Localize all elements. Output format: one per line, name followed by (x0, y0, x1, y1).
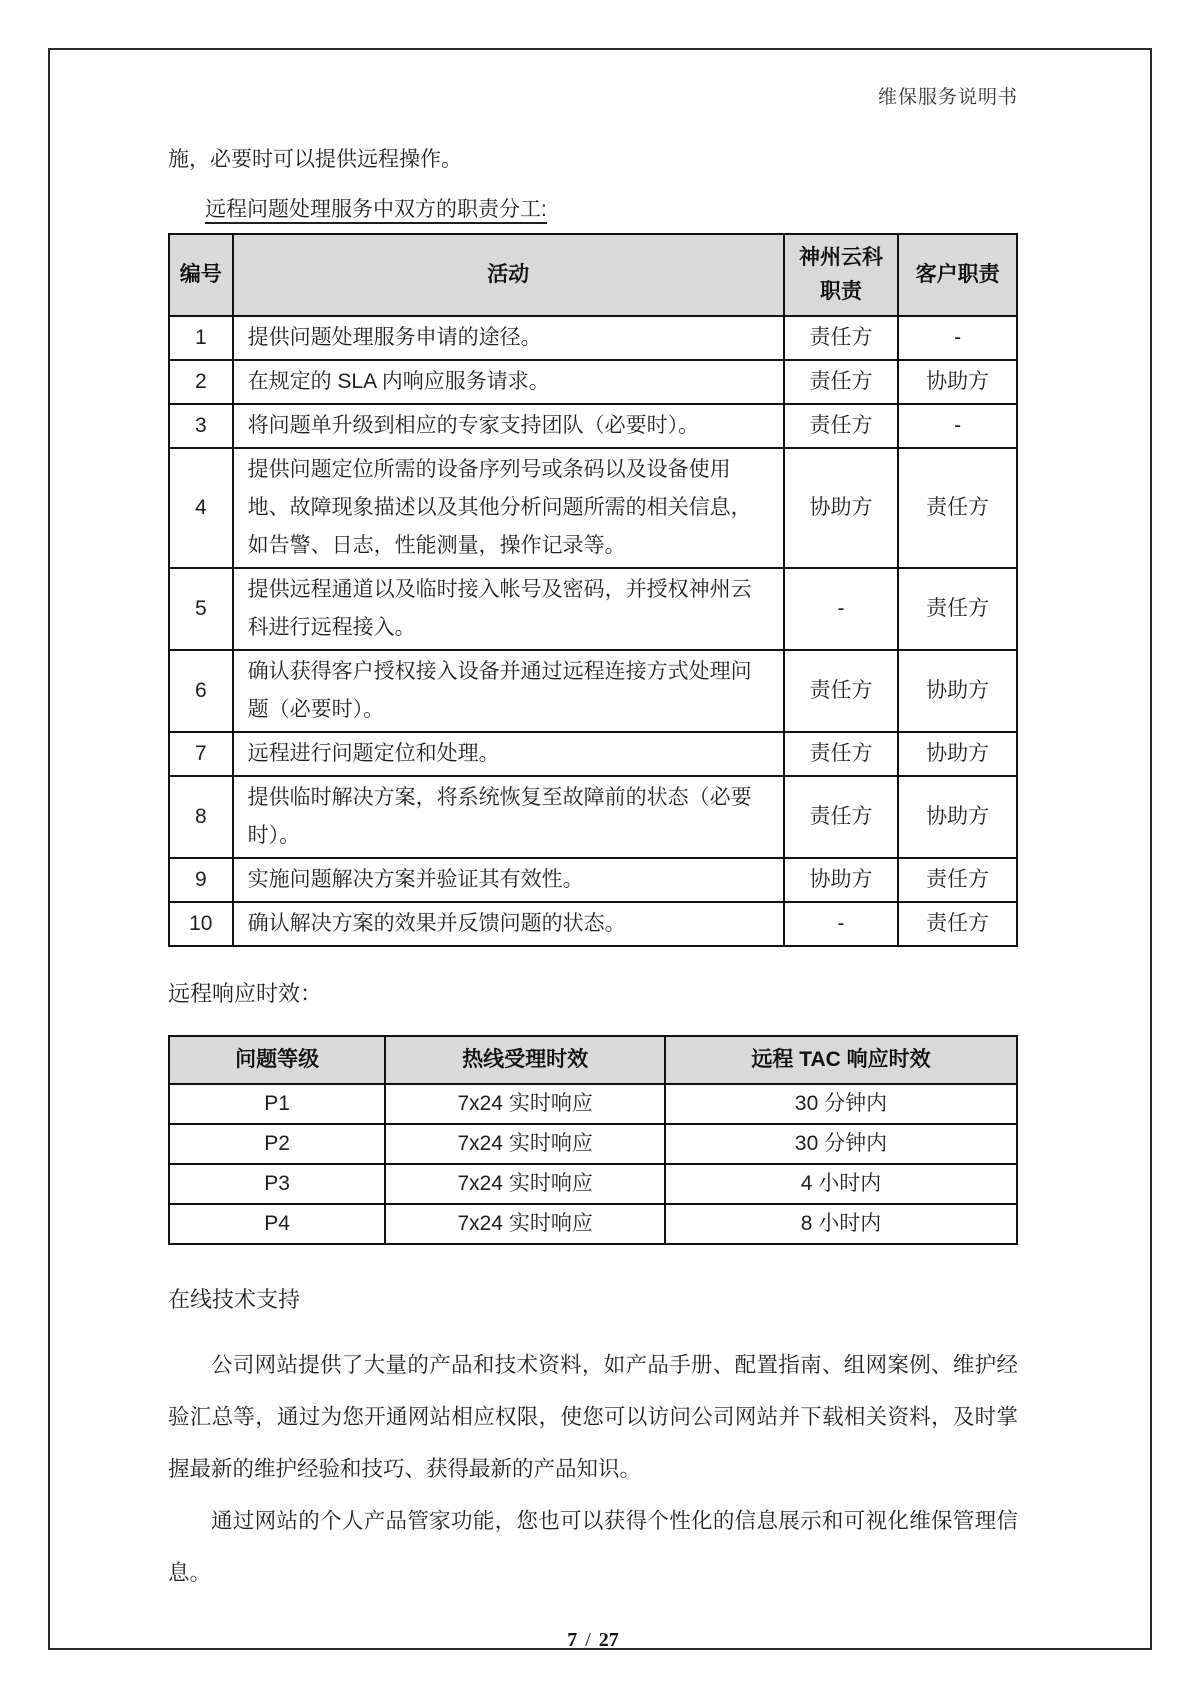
cell-activity: 将问题单升级到相应的专家支持团队（必要时）。 (233, 404, 784, 448)
col-header-customer: 客户职责 (898, 234, 1017, 316)
cell-customer: 责任方 (898, 858, 1017, 902)
cell-no: 1 (169, 316, 233, 360)
table-row (169, 360, 1017, 404)
response-time-heading: 远程响应时效： (168, 981, 323, 1006)
cell-no: 10 (169, 902, 233, 946)
cell-hotline: 7x24 实时响应 (385, 1204, 665, 1244)
cell-tac: 8 小时内 (665, 1204, 1017, 1244)
cell-customer: 协助方 (898, 360, 1017, 404)
col-header-level: 问题等级 (169, 1036, 385, 1084)
col-header-no: 编号 (169, 234, 233, 316)
online-support-paragraph-2: 通过网站的个人产品管家功能，您也可以获得个性化的信息展示和可视化维保管理信息。 (168, 1509, 1018, 1585)
table-row (169, 1124, 1017, 1164)
cell-activity: 提供问题处理服务申请的途径。 (233, 316, 784, 360)
cell-tac: 30 分钟内 (665, 1084, 1017, 1124)
cell-hotline: 7x24 实时响应 (385, 1084, 665, 1124)
responsibility-table-header-row (169, 234, 1017, 316)
response-time-table (168, 1035, 1018, 1245)
cell-no: 3 (169, 404, 233, 448)
cell-hotline: 7x24 实时响应 (385, 1124, 665, 1164)
online-support-paragraph-1: 公司网站提供了大量的产品和技术资料，如产品手册、配置指南、组网案例、维护经验汇总等，通过为您开通网站相应权限，使您可以访问公司网站并下载相关资料，及时掌握最新的维护经验和技巧、获得最新的产品知识。 (168, 1353, 1018, 1481)
cell-company: 责任方 (784, 404, 898, 448)
cell-level: P3 (169, 1164, 385, 1204)
table-row (169, 776, 1017, 858)
col-header-tac: 远程 TAC 响应时效 (665, 1036, 1017, 1084)
table-row (169, 1164, 1017, 1204)
col-header-company: 神州云科职责 (784, 234, 898, 316)
table-row (169, 448, 1017, 568)
current-page-number: 7 (567, 1629, 578, 1651)
cell-customer: - (898, 404, 1017, 448)
cell-no: 6 (169, 650, 233, 732)
cell-level: P4 (169, 1204, 385, 1244)
cell-company: 责任方 (784, 776, 898, 858)
table-row (169, 902, 1017, 946)
total-page-number: 27 (598, 1629, 619, 1651)
cell-activity: 在规定的 SLA 内响应服务请求。 (233, 360, 784, 404)
col-header-hotline: 热线受理时效 (385, 1036, 665, 1084)
table-row (169, 732, 1017, 776)
cell-tac: 4 小时内 (665, 1164, 1017, 1204)
cell-activity: 提供临时解决方案，将系统恢复至故障前的状态（必要时）。 (233, 776, 784, 858)
cell-activity: 远程进行问题定位和处理。 (233, 732, 784, 776)
table-row (169, 316, 1017, 360)
cell-level: P2 (169, 1124, 385, 1164)
cell-activity: 提供远程通道以及临时接入帐号及密码，并授权神州云科进行远程接入。 (233, 568, 784, 650)
cell-activity: 确认解决方案的效果并反馈问题的状态。 (233, 902, 784, 946)
cell-activity: 实施问题解决方案并验证其有效性。 (233, 858, 784, 902)
cell-customer: 责任方 (898, 448, 1017, 568)
cell-company: 协助方 (784, 448, 898, 568)
intro-line (168, 195, 1018, 225)
document-header-title: 维保服务说明书 (877, 87, 1018, 108)
cell-activity: 提供问题定位所需的设备序列号或条码以及设备使用地、故障现象描述以及其他分析问题所需的相关信息，如告警、日志，性能测量，操作记录等。 (233, 448, 784, 568)
table-row (169, 858, 1017, 902)
col-header-activity: 活动 (233, 234, 784, 316)
cell-company: - (784, 568, 898, 650)
cell-level: P1 (169, 1084, 385, 1124)
cell-company: 责任方 (784, 650, 898, 732)
cell-no: 4 (169, 448, 233, 568)
lead-paragraph: 施，必要时可以提供远程操作。 (168, 148, 462, 171)
response-table-header-row (169, 1036, 1017, 1084)
cell-no: 5 (169, 568, 233, 650)
cell-company: 责任方 (784, 732, 898, 776)
table-row (169, 650, 1017, 732)
page-number-footer (168, 1629, 1018, 1652)
cell-customer: 协助方 (898, 776, 1017, 858)
cell-activity: 确认获得客户授权接入设备并通过远程连接方式处理问题（必要时）。 (233, 650, 784, 732)
responsibility-table (168, 233, 1018, 947)
cell-no: 9 (169, 858, 233, 902)
cell-no: 7 (169, 732, 233, 776)
table-row (169, 404, 1017, 448)
cell-customer: 协助方 (898, 650, 1017, 732)
cell-customer: 责任方 (898, 568, 1017, 650)
cell-customer: 责任方 (898, 902, 1017, 946)
cell-customer: - (898, 316, 1017, 360)
table-row (169, 1204, 1017, 1244)
intro-underlined-text: 远程问题处理服务中双方的职责分工: (205, 198, 547, 224)
page-content (168, 0, 1018, 1652)
cell-hotline: 7x24 实时响应 (385, 1164, 665, 1204)
table-row (169, 568, 1017, 650)
cell-tac: 30 分钟内 (665, 1124, 1017, 1164)
cell-company: - (784, 902, 898, 946)
cell-customer: 协助方 (898, 732, 1017, 776)
cell-company: 责任方 (784, 360, 898, 404)
page-number-separator: / (585, 1629, 591, 1651)
online-support-heading: 在线技术支持 (168, 1287, 301, 1312)
cell-no: 8 (169, 776, 233, 858)
cell-company: 责任方 (784, 316, 898, 360)
cell-no: 2 (169, 360, 233, 404)
cell-company: 协助方 (784, 858, 898, 902)
table-row (169, 1084, 1017, 1124)
